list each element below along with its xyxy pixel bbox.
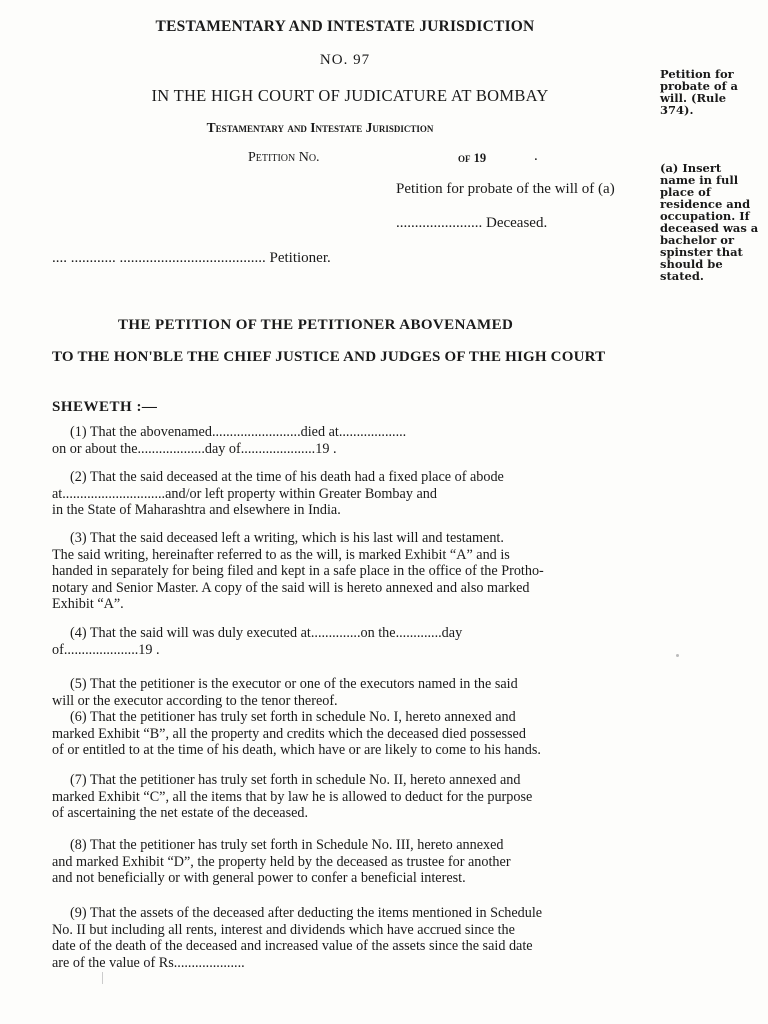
petition-heading: THE PETITION OF THE PETITIONER ABOVENAMED [118, 317, 514, 333]
paragraph-8 [52, 837, 662, 887]
jurisdiction-title: TESTAMENTARY AND INTESTATE JURISDICTION [155, 18, 535, 35]
paragraph-5 [52, 676, 662, 709]
paragraph-line: handed in separately for being filed and kept in a safe place in the office of the Protho- [52, 563, 544, 579]
petitioner-line: .... ............ ....................................... Petitioner. [52, 250, 331, 266]
petition-number-dot: . [534, 148, 538, 164]
paragraph-line: and not beneficially or with general power to confer a beneficial interest. [52, 870, 466, 886]
paragraph-6 [52, 709, 662, 759]
paragraph-line: of or entitled to at the time of his death, which have or are likely to come to his hands. [52, 742, 541, 758]
jurisdiction-subtitle: Testamentary and Intestate Jurisdiction [206, 120, 434, 135]
paragraph-line: are of the value of Rs.................... [52, 954, 245, 971]
petition-number-label: Petition No. [248, 150, 320, 165]
paragraph-line: and marked Exhibit “D”, the property held by the deceased as trustee for another [52, 853, 511, 870]
paragraph-line: at.............................and/or left property within Greater Bombay and [52, 485, 437, 502]
paragraph-2 [52, 469, 662, 519]
petition-number-year: of 19 [458, 151, 487, 165]
paragraph-line: (3) That the said deceased left a writing, which is his last will and testament. [70, 530, 504, 546]
paragraph-line: in the State of Maharashtra and elsewhere in India. [52, 502, 341, 518]
paragraph-line: will or the executor according to the tenor thereof. [52, 692, 338, 709]
form-number: NO. 97 [319, 52, 371, 68]
scan-speck [676, 654, 679, 657]
court-name: IN THE HIGH COURT OF JUDICATURE AT BOMBAY [151, 86, 549, 105]
paragraph-line: (4) That the said will was duly executed at..............on the.............day [70, 625, 463, 641]
paragraph-line: The said writing, hereinafter referred to as the will, is marked Exhibit “A” and is [52, 546, 510, 563]
paragraph-line: of ascertaining the net estate of the deceased. [52, 805, 309, 821]
paragraph-line: of.....................19 . [52, 641, 160, 658]
paragraph-line: (5) That the petitioner is the executor or one of the executors named in the said [70, 676, 518, 692]
paragraph-line: marked Exhibit “C”, all the items that by law he is allowed to deduct for the purpose [52, 788, 533, 805]
paragraph-9 [52, 905, 662, 971]
addressee-heading: TO THE HON'BLE THE CHIEF JUSTICE AND JUDGES OF THE HIGH COURT [52, 349, 606, 365]
paragraph-4 [52, 625, 662, 658]
paragraph-line: (2) That the said deceased at the time of his death had a fixed place of abode [70, 469, 504, 485]
paragraph-3 [52, 530, 662, 613]
paragraph-line: notary and Senior Master. A copy of the said will is hereto annexed and also marked [52, 579, 530, 596]
probate-of-will-line: Petition for probate of the will of (a) [396, 181, 615, 197]
paragraph-line: Exhibit “A”. [52, 596, 124, 612]
side-note-instructions: (a) Insert name in full place of residence and occupation. If deceased was a bachelor or spinster that should be stated. [660, 161, 759, 283]
paragraph-7 [52, 772, 662, 822]
paragraph-line: (9) That the assets of the deceased after deducting the items mentioned in Schedule [70, 905, 543, 921]
paragraph-line: (1) That the abovenamed.........................died at................... [70, 424, 407, 440]
scan-mark [102, 972, 103, 984]
paragraph-line: (8) That the petitioner has truly set forth in Schedule No. III, hereto annexed [70, 837, 504, 853]
sheweth-label: SHEWETH :— [52, 399, 158, 415]
paragraph-line: on or about the...................day of.....................19 . [52, 440, 337, 457]
paragraph-1 [52, 424, 662, 457]
paragraph-line: No. II but including all rents, interest and dividends which have accrued since the [52, 921, 515, 938]
paragraph-line: marked Exhibit “B”, all the property and credits which the deceased died possessed [52, 725, 526, 742]
paragraph-line: (6) That the petitioner has truly set forth in schedule No. I, hereto annexed and [70, 709, 516, 725]
side-note-rule: Petition for probate of a will. (Rule 374). [660, 67, 738, 117]
paragraph-line: date of the death of the deceased and increased value of the assets since the said date [52, 938, 533, 954]
deceased-line: ....................... Deceased. [396, 215, 548, 231]
paragraph-line: (7) That the petitioner has truly set forth in schedule No. II, hereto annexed and [70, 772, 521, 788]
